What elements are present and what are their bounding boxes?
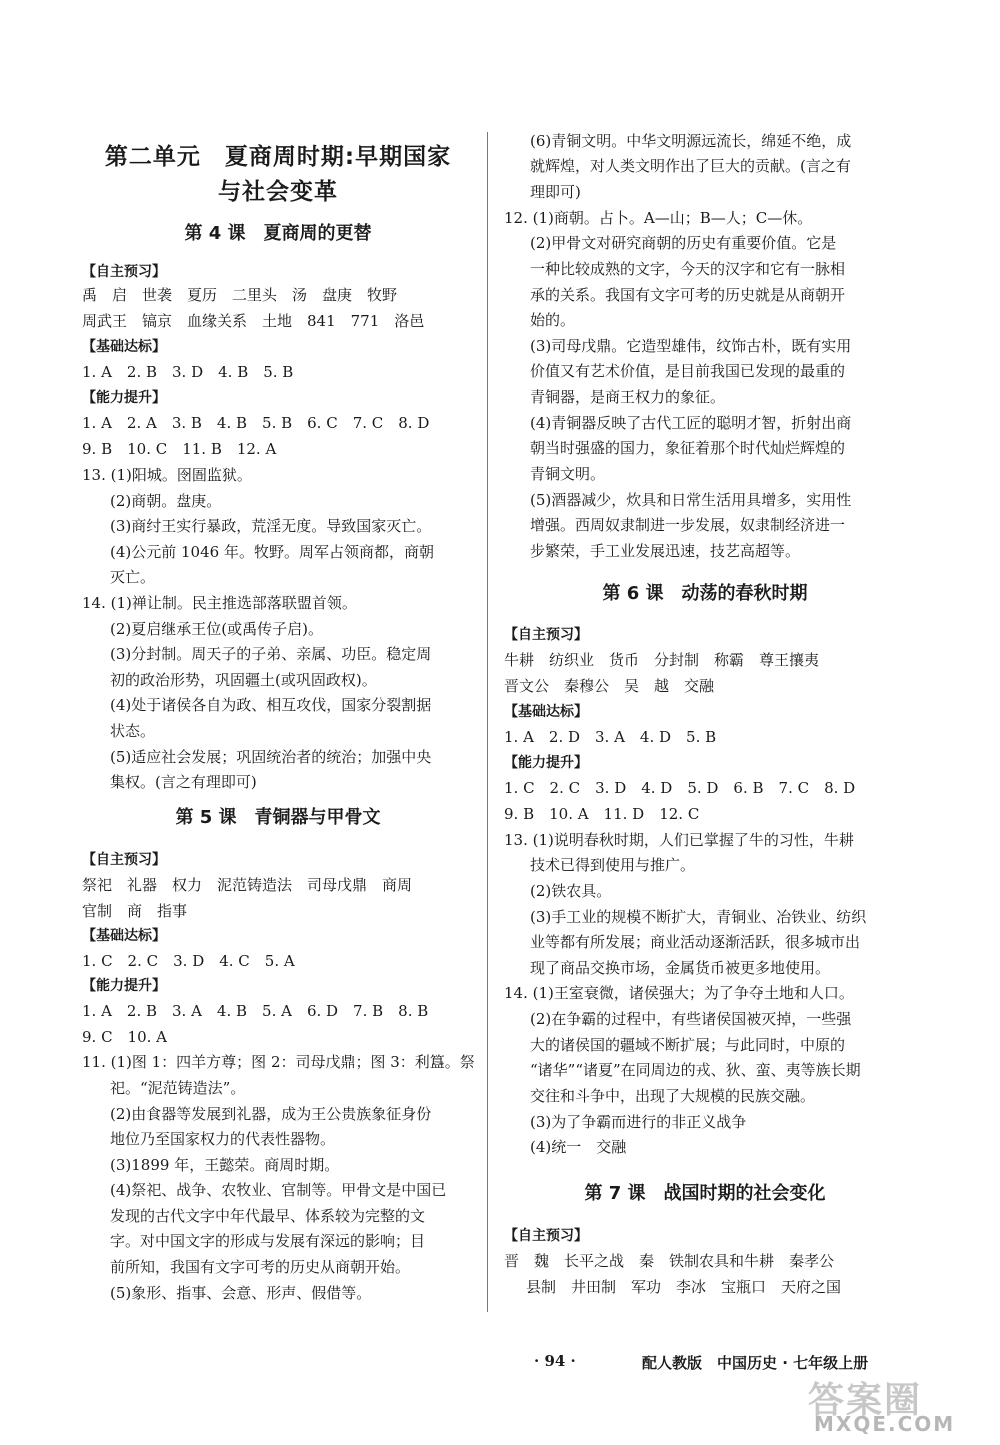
lesson-5-q11: (3)1899 年，王懿荣。商周时期。 xyxy=(110,1156,340,1174)
lesson-6-q14: 交往和斗争中，出现了大规模的民族交融。 xyxy=(530,1087,816,1105)
lesson-7-title: 第 7 课 战国时期的社会变化 xyxy=(584,1183,826,1204)
lesson-5-q11: (4)祭祀、战争、农牧业、官制等。甲骨文是中国已 xyxy=(110,1181,447,1199)
lesson-5-q11-cont: 理即可) xyxy=(530,183,581,201)
lesson-4-basic-answers: 1. A 2. B 3. D 4. B 5. B xyxy=(82,363,294,381)
lesson-4-q13: (2)商朝。盘庚。 xyxy=(110,492,222,510)
lesson-4-preview-line: 禹 启 世袭 夏历 二里头 汤 盘庚 牧野 xyxy=(82,286,398,304)
lesson-4-q13: 灭亡。 xyxy=(110,568,156,586)
lesson-5-q12: 价值又有艺术价值，是目前我国已发现的最重的 xyxy=(530,362,846,380)
lesson-4-q14: 集权。(言之有理即可) xyxy=(110,773,257,791)
lesson-6-q14: (2)在争霸的过程中，有些诸侯国被灭掉，一些强 xyxy=(530,1010,852,1028)
lesson-4-ability-answers: 9. B 10. C 11. B 12. A xyxy=(82,440,277,458)
lesson-5-ability-answers: 9. C 10. A xyxy=(82,1028,168,1046)
watermark-text: MXQE.COM xyxy=(814,1412,956,1436)
lesson-7-preview-line: 县制 井田制 军功 李冰 宝瓶口 天府之国 xyxy=(526,1278,842,1296)
lesson-5-q11: 字。对中国文字的形成与发展有深远的影响；目 xyxy=(110,1232,426,1250)
lesson-5-preview-line: 祭祀 礼器 权力 泥范铸造法 司母戊鼎 商周 xyxy=(82,876,413,894)
column-divider xyxy=(487,132,488,1312)
lesson-5-q12: 青铜器，是商王权力的象征。 xyxy=(530,388,726,406)
lesson-5-preview-header: 【自主预习】 xyxy=(82,852,166,868)
lesson-4-preview-line: 周武王 镐京 血缘关系 土地 841 771 洛邑 xyxy=(82,312,425,330)
lesson-6-ability-answers: 1. C 2. C 3. D 4. D 5. D 6. B 7. C 8. D xyxy=(504,779,856,797)
lesson-6-q13: 现了商品交换市场，金属货币被更多地使用。 xyxy=(530,959,831,977)
lesson-5-ability-header: 【能力提升】 xyxy=(82,978,166,994)
page-number: · 94 · xyxy=(534,1352,576,1370)
lesson-4-basic-header: 【基础达标】 xyxy=(82,339,166,355)
lesson-4-preview-header: 【自主预习】 xyxy=(82,264,166,280)
lesson-5-q12: 一种比较成熟的文字，今天的汉字和它有一脉相 xyxy=(530,260,846,278)
lesson-4-ability-answers: 1. A 2. A 3. B 4. B 5. B 6. C 7. C 8. D xyxy=(82,414,430,432)
lesson-4-q14: (5)适应社会发展；巩固统治者的统治；加强中央 xyxy=(110,748,432,766)
watermark-logo xyxy=(808,1372,978,1440)
lesson-5-q12: (4)青铜器反映了古代工匠的聪明才智，折射出商 xyxy=(530,414,852,432)
lesson-6-ability-answers: 9. B 10. A 11. D 12. C xyxy=(504,805,700,823)
unit-title-line-1: 第二单元 夏商周时期:早期国家 xyxy=(104,144,452,170)
lesson-4-q13: (4)公元前 1046 年。牧野。周军占领商都，商朝 xyxy=(110,543,434,561)
lesson-4-q14: (2)夏启继承王位(或禹传子启)。 xyxy=(110,620,323,638)
lesson-6-ability-header: 【能力提升】 xyxy=(504,755,588,771)
lesson-4-q14: (4)处于诸侯各自为政、相互攻伐，国家分裂割据 xyxy=(110,696,432,714)
lesson-5-q11: 地位乃至国家权力的代表性器物。 xyxy=(110,1130,336,1148)
lesson-5-q11: 前所知，我国有文字可考的历史从商朝开始。 xyxy=(110,1258,411,1276)
lesson-7-preview-line: 晋 魏 长平之战 秦 铁制农具和牛耕 秦孝公 xyxy=(504,1252,835,1270)
lesson-5-q12: 增强。西周奴隶制进一步发展，奴隶制经济进一 xyxy=(530,516,846,534)
lesson-5-basic-answers: 1. C 2. C 3. D 4. C 5. A xyxy=(82,952,295,970)
lesson-5-q12: 青铜文明。 xyxy=(530,465,606,483)
lesson-6-preview-header: 【自主预习】 xyxy=(504,627,588,643)
lesson-5-q11: (2)由食器等发展到礼器，成为王公贵族象征身份 xyxy=(110,1105,432,1123)
lesson-5-q12: 12. (1)商朝。占卜。A—山；B—人；C—休。 xyxy=(504,209,813,227)
lesson-5-q11-cont: 就辉煌，对人类文明作出了巨大的贡献。(言之有 xyxy=(530,157,851,175)
lesson-4-q14: 状态。 xyxy=(110,722,156,740)
lesson-4-q14: (3)分封制。周天子的子弟、亲属、功臣。稳定周 xyxy=(110,645,432,663)
lesson-6-title: 第 6 课 动荡的春秋时期 xyxy=(602,583,808,604)
unit-title xyxy=(82,140,474,210)
lesson-5-q12: (5)酒器减少，炊具和日常生活用具增多，实用性 xyxy=(530,491,852,509)
lesson-6-basic-header: 【基础达标】 xyxy=(504,704,588,720)
book-edition-label: 配人教版 中国历史 · 七年级上册 xyxy=(642,1354,869,1372)
lesson-4-ability-header: 【能力提升】 xyxy=(82,390,166,406)
lesson-5-q11: (5)象形、指事、会意、形声、假借等。 xyxy=(110,1284,372,1302)
lesson-6-preview-line: 晋文公 秦穆公 吴 越 交融 xyxy=(504,677,715,695)
lesson-5-preview-line: 官制 商 指事 xyxy=(82,902,188,920)
lesson-4-title: 第 4 课 夏商周的更替 xyxy=(184,223,372,244)
lesson-5-q12: (2)甲骨文对研究商朝的历史有重要价值。它是 xyxy=(530,234,837,252)
lesson-4-q13: (3)商纣王实行暴政，荒淫无度。导致国家灭亡。 xyxy=(110,517,432,535)
lesson-5-ability-answers: 1. A 2. B 3. A 4. B 5. A 6. D 7. B 8. B xyxy=(82,1002,429,1020)
lesson-6-q14: “诸华”“诸夏”在同周边的戎、狄、蛮、夷等族长期 xyxy=(530,1061,861,1079)
lesson-4-q14: 初的政治形势，巩固疆土(或巩固政权)。 xyxy=(110,671,377,689)
lesson-6-q13: (3)手工业的规模不断扩大，青铜业、冶铁业、纺织 xyxy=(530,908,867,926)
lesson-5-q12: 始的。 xyxy=(530,311,576,329)
lesson-5-q12: 步繁荣，手工业发展迅速，技艺高超等。 xyxy=(530,542,801,560)
lesson-6-q14: 14. (1)王室衰微，诸侯强大；为了争夺土地和人口。 xyxy=(504,984,854,1002)
lesson-6-q14: 大的诸侯国的疆域不断扩展；与此同时，中原的 xyxy=(530,1036,846,1054)
lesson-5-basic-header: 【基础达标】 xyxy=(82,928,166,944)
lesson-5-q12: 承的关系。我国有文字可考的历史就是从商朝开 xyxy=(530,286,846,304)
lesson-6-q14: (3)为了争霸而进行的非正义战争 xyxy=(530,1113,747,1131)
lesson-5-q11: 发现的古代文字中年代最早、体系较为完整的文 xyxy=(110,1207,426,1225)
unit-title-line-2: 与社会变革 xyxy=(218,179,338,205)
lesson-6-q14: (4)统一 交融 xyxy=(530,1138,627,1156)
lesson-6-q13: 13. (1)说明春秋时期，人们已掌握了牛的习性，牛耕 xyxy=(504,831,854,849)
lesson-5-q12: (3)司母戊鼎。它造型雄伟，纹饰古朴，既有实用 xyxy=(530,337,852,355)
lesson-5-q11-cont: (6)青铜文明。中华文明源远流长，绵延不绝，成 xyxy=(530,132,852,150)
lesson-4-q13: 13. (1)阳城。囹圄监狱。 xyxy=(82,466,252,484)
lesson-6-q13: (2)铁农具。 xyxy=(530,882,612,900)
lesson-7-preview-header: 【自主预习】 xyxy=(504,1228,588,1244)
watermark-icon: 答案圈 xyxy=(808,1380,923,1421)
lesson-5-title: 第 5 课 青铜器与甲骨文 xyxy=(175,807,381,828)
lesson-5-q12: 朝当时强盛的国力，象征着那个时代灿烂辉煌的 xyxy=(530,439,846,457)
lesson-5-q11: 11. (1)图 1：四羊方尊；图 2：司母戊鼎；图 3：利簋。祭 xyxy=(82,1053,475,1071)
lesson-6-basic-answers: 1. A 2. D 3. A 4. D 5. B xyxy=(504,728,717,746)
lesson-5-q11: 祀。“泥范铸造法”。 xyxy=(110,1079,246,1097)
lesson-6-q13: 技术已得到使用与推广。 xyxy=(530,856,696,874)
lesson-6-preview-line: 牛耕 纺织业 货币 分封制 称霸 尊王攘夷 xyxy=(504,651,820,669)
lesson-6-q13: 业等都有所发展；商业活动逐渐活跃，很多城市出 xyxy=(530,933,861,951)
lesson-4-q14: 14. (1)禅让制。民主推选部落联盟首领。 xyxy=(82,594,357,612)
